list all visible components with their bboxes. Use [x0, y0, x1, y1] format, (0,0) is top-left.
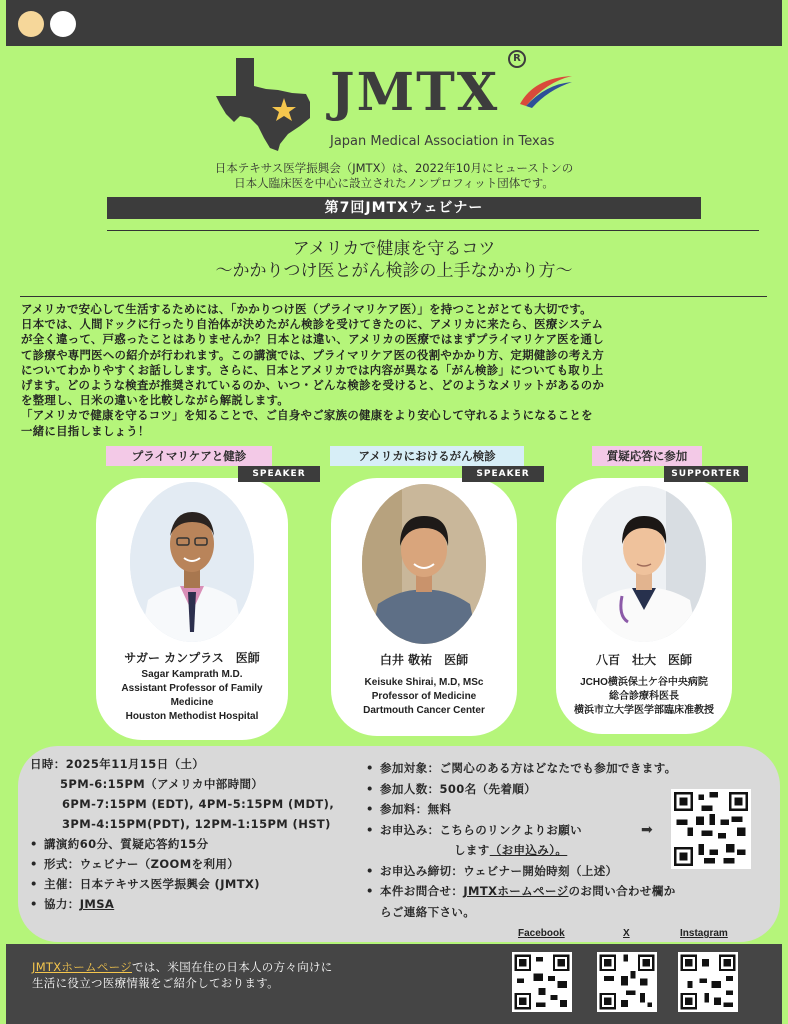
detail-item: • 主催：日本テキサス医学振興会 (JMTX): [30, 874, 360, 894]
description: [21, 302, 769, 439]
speaker-info-line: 総合診療科医長: [609, 691, 679, 702]
speaker-info-line: Keisuke Shirai, M.D, MSc: [364, 677, 484, 688]
speaker-name-kamprath: サガー カンプラス 医師: [124, 651, 260, 665]
role-badge: SPEAKER: [238, 466, 320, 482]
title-line: アメリカで健康を守るコツ: [292, 239, 496, 259]
detail-item: • 参加料：無料: [366, 799, 766, 820]
role-badge: SPEAKER: [462, 466, 544, 482]
topic-tag-cancer-screening: アメリカにおけるがん検診: [330, 446, 524, 466]
divider: [20, 296, 767, 297]
texas-map-icon: [214, 56, 316, 152]
detail-item: • 講演約60分、質疑応答約15分: [30, 834, 360, 854]
speaker-info-line: Professor of Medicine: [371, 691, 477, 702]
speaker-info-kamprath: [96, 668, 288, 724]
jmtx-homepage-link[interactable]: JMTXホームページ: [463, 884, 569, 898]
jmsa-link[interactable]: JMSA: [79, 897, 115, 911]
event-time: 6PM-7:15PM (EDT), 4PM-5:15PM (MDT),: [62, 797, 335, 811]
speaker-photo-shirai: [362, 484, 486, 644]
detail-item: • お申込み：こちらのリンクよりお願い: [366, 820, 766, 841]
detail-text: 協力：: [44, 897, 80, 911]
detail-text: 参加対象：ご関心のある方はどなたでも参加できます。: [380, 761, 677, 775]
intro-line: 日本テキサス医学振興会（JMTX）は、2022年10月にヒューストンの: [214, 161, 574, 175]
speaker-name-yao: 八百 壮大 医師: [595, 653, 692, 667]
detail-item: • 協力： JMSA: [30, 894, 360, 914]
event-time: 5PM-6:15PM（アメリカ中部時間）: [60, 777, 264, 791]
role-badge: SUPPORTER: [664, 466, 748, 482]
webinar-title-bar: 第7回JMTXウェビナー: [107, 197, 701, 219]
detail-item: • お申込み締切：ウェビナー開始時刻（上述）: [366, 861, 766, 882]
event-time: 3PM-4:15PM(PDT), 12PM-1:15PM (HST): [62, 817, 331, 831]
detail-text: のお問い合わせ欄か: [568, 884, 676, 898]
description-line: 「アメリカで健康を守るコツ」を知ることで、ご自身やご家族の健康をより安心して守れるようになることを: [21, 408, 593, 423]
detail-text: 本件お問合せ：: [380, 884, 464, 898]
speaker-info-line: Dartmouth Cancer Center: [363, 705, 485, 716]
speaker-photo-yao: [582, 486, 706, 642]
x-label[interactable]: X: [623, 928, 630, 939]
detail-text: お申込み：こちらのリンクよりお願い: [380, 822, 583, 837]
logo-subtitle: Japan Medical Association in Texas: [330, 134, 555, 149]
detail-item: • 本件お問合せ：JMTXホームページのお問い合わせ欄か: [366, 884, 676, 898]
instagram-label[interactable]: Instagram: [680, 928, 728, 939]
speaker-info-shirai: [331, 676, 517, 718]
speaker-photo-kamprath: [130, 482, 254, 642]
description-line: 日本では、人間ドックに行ったり自治体が決めたがん検診を受けてきたのに、アメリカに来たら、医療システム: [21, 317, 604, 332]
description-line: アメリカで安心して生活するためには、「かかりつけ医（プライマリケア医）」を持つことがとても大切です。: [21, 302, 592, 316]
speaker-info-yao: [556, 676, 732, 718]
footer-text: [32, 959, 333, 991]
topic-tag-primary-care: プライマリケアと健診: [106, 446, 272, 466]
divider: [107, 230, 759, 231]
window-dot-white: [50, 11, 76, 37]
speaker-info-line: 横浜市立大学医学部臨床准教授: [574, 705, 714, 716]
page-title: [0, 238, 788, 282]
description-line: げます。どのような検査が推奨されているのか、いつ・どんな検診を受けると、どのようなメリットがあるのか: [21, 378, 605, 393]
footer-line: 生活に役立つ医療情報をご紹介しております。: [32, 976, 279, 990]
detail-text: 参加料：無料: [380, 802, 452, 816]
speaker-info-line: Sagar Kamprath M.D.: [141, 669, 243, 680]
intro-line: 日本人臨床医を中心に設立されたノンプロフィット団体です。: [234, 176, 554, 190]
flag-swoosh-icon: [516, 70, 574, 110]
detail-text: 形式：ウェビナー（ZOOMを利用）: [44, 857, 240, 871]
speaker-info-line: Assistant Professor of Family: [121, 683, 263, 694]
description-line: て診療や専門医への紹介が行われます。この講演では、プライマリケア医の役割やかかり方、定期健診の考え方: [21, 347, 605, 362]
qr-code-instagram[interactable]: [678, 952, 738, 1012]
facebook-label[interactable]: Facebook: [518, 928, 565, 939]
intro-text: [0, 161, 788, 191]
detail-text: お申込み締切：ウェビナー開始時刻（上述）: [380, 863, 618, 878]
qr-code-x[interactable]: [597, 952, 657, 1012]
qr-code-registration[interactable]: [671, 789, 751, 869]
detail-text: 参加人数：500名（先着順）: [380, 781, 537, 796]
detail-item: • 参加対象：ご関心のある方はどなたでも参加できます。: [366, 758, 766, 779]
window-dot-yellow: [18, 11, 44, 37]
footer-line: では、米国在住の日本人の方々向けに: [132, 960, 333, 974]
speaker-info-line: Houston Methodist Hospital: [125, 711, 259, 722]
event-details-left: [30, 754, 360, 914]
detail-text: 主催：日本テキサス医学振興会 (JMTX): [44, 877, 260, 891]
topic-tag-qa: 質疑応答に参加: [592, 446, 702, 466]
detail-item: • 参加人数：500名（先着順）: [366, 779, 766, 800]
description-line: を整理し、日米の違いを比較しながら解説します。: [21, 393, 289, 408]
description-line: 一緒に目指しましょう！: [21, 423, 150, 438]
event-date: 日時：2025年11月15日（土）: [30, 757, 205, 771]
detail-text: 講演約60分、質疑応答約15分: [44, 837, 209, 851]
detail-item: らご連絡下さい。: [380, 904, 476, 919]
qr-code-facebook[interactable]: [512, 952, 572, 1012]
title-line: 〜かかりつけ医とがん検診の上手なかかり方〜: [215, 261, 573, 281]
detail-text: します: [454, 843, 490, 857]
detail-item: • 形式：ウェビナー（ZOOMを利用）: [30, 854, 360, 874]
description-line: が全く違って、戸惑ったことはありませんか？日本とは違い、アメリカの医療ではまずプライマリケア医を通し: [21, 332, 604, 347]
arrow-right-icon: ➡: [641, 822, 653, 838]
speaker-info-line: JCHO横浜保土ケ谷中央病院: [580, 677, 708, 688]
registered-mark: R: [508, 50, 526, 68]
speaker-info-line: Medicine: [170, 697, 214, 708]
top-bar: [6, 0, 782, 46]
footer-homepage-link[interactable]: JMTXホームページ: [32, 960, 132, 974]
logo-text: JMTX: [330, 62, 500, 123]
apply-link[interactable]: （お申込み）。: [489, 843, 568, 857]
speaker-name-shirai: 白井 敬祐 医師: [379, 653, 469, 667]
description-line: についてわかりやすくお話しします。さらに、日本とアメリカでは内容が異なる「がん検診」についても取り上: [21, 362, 604, 377]
